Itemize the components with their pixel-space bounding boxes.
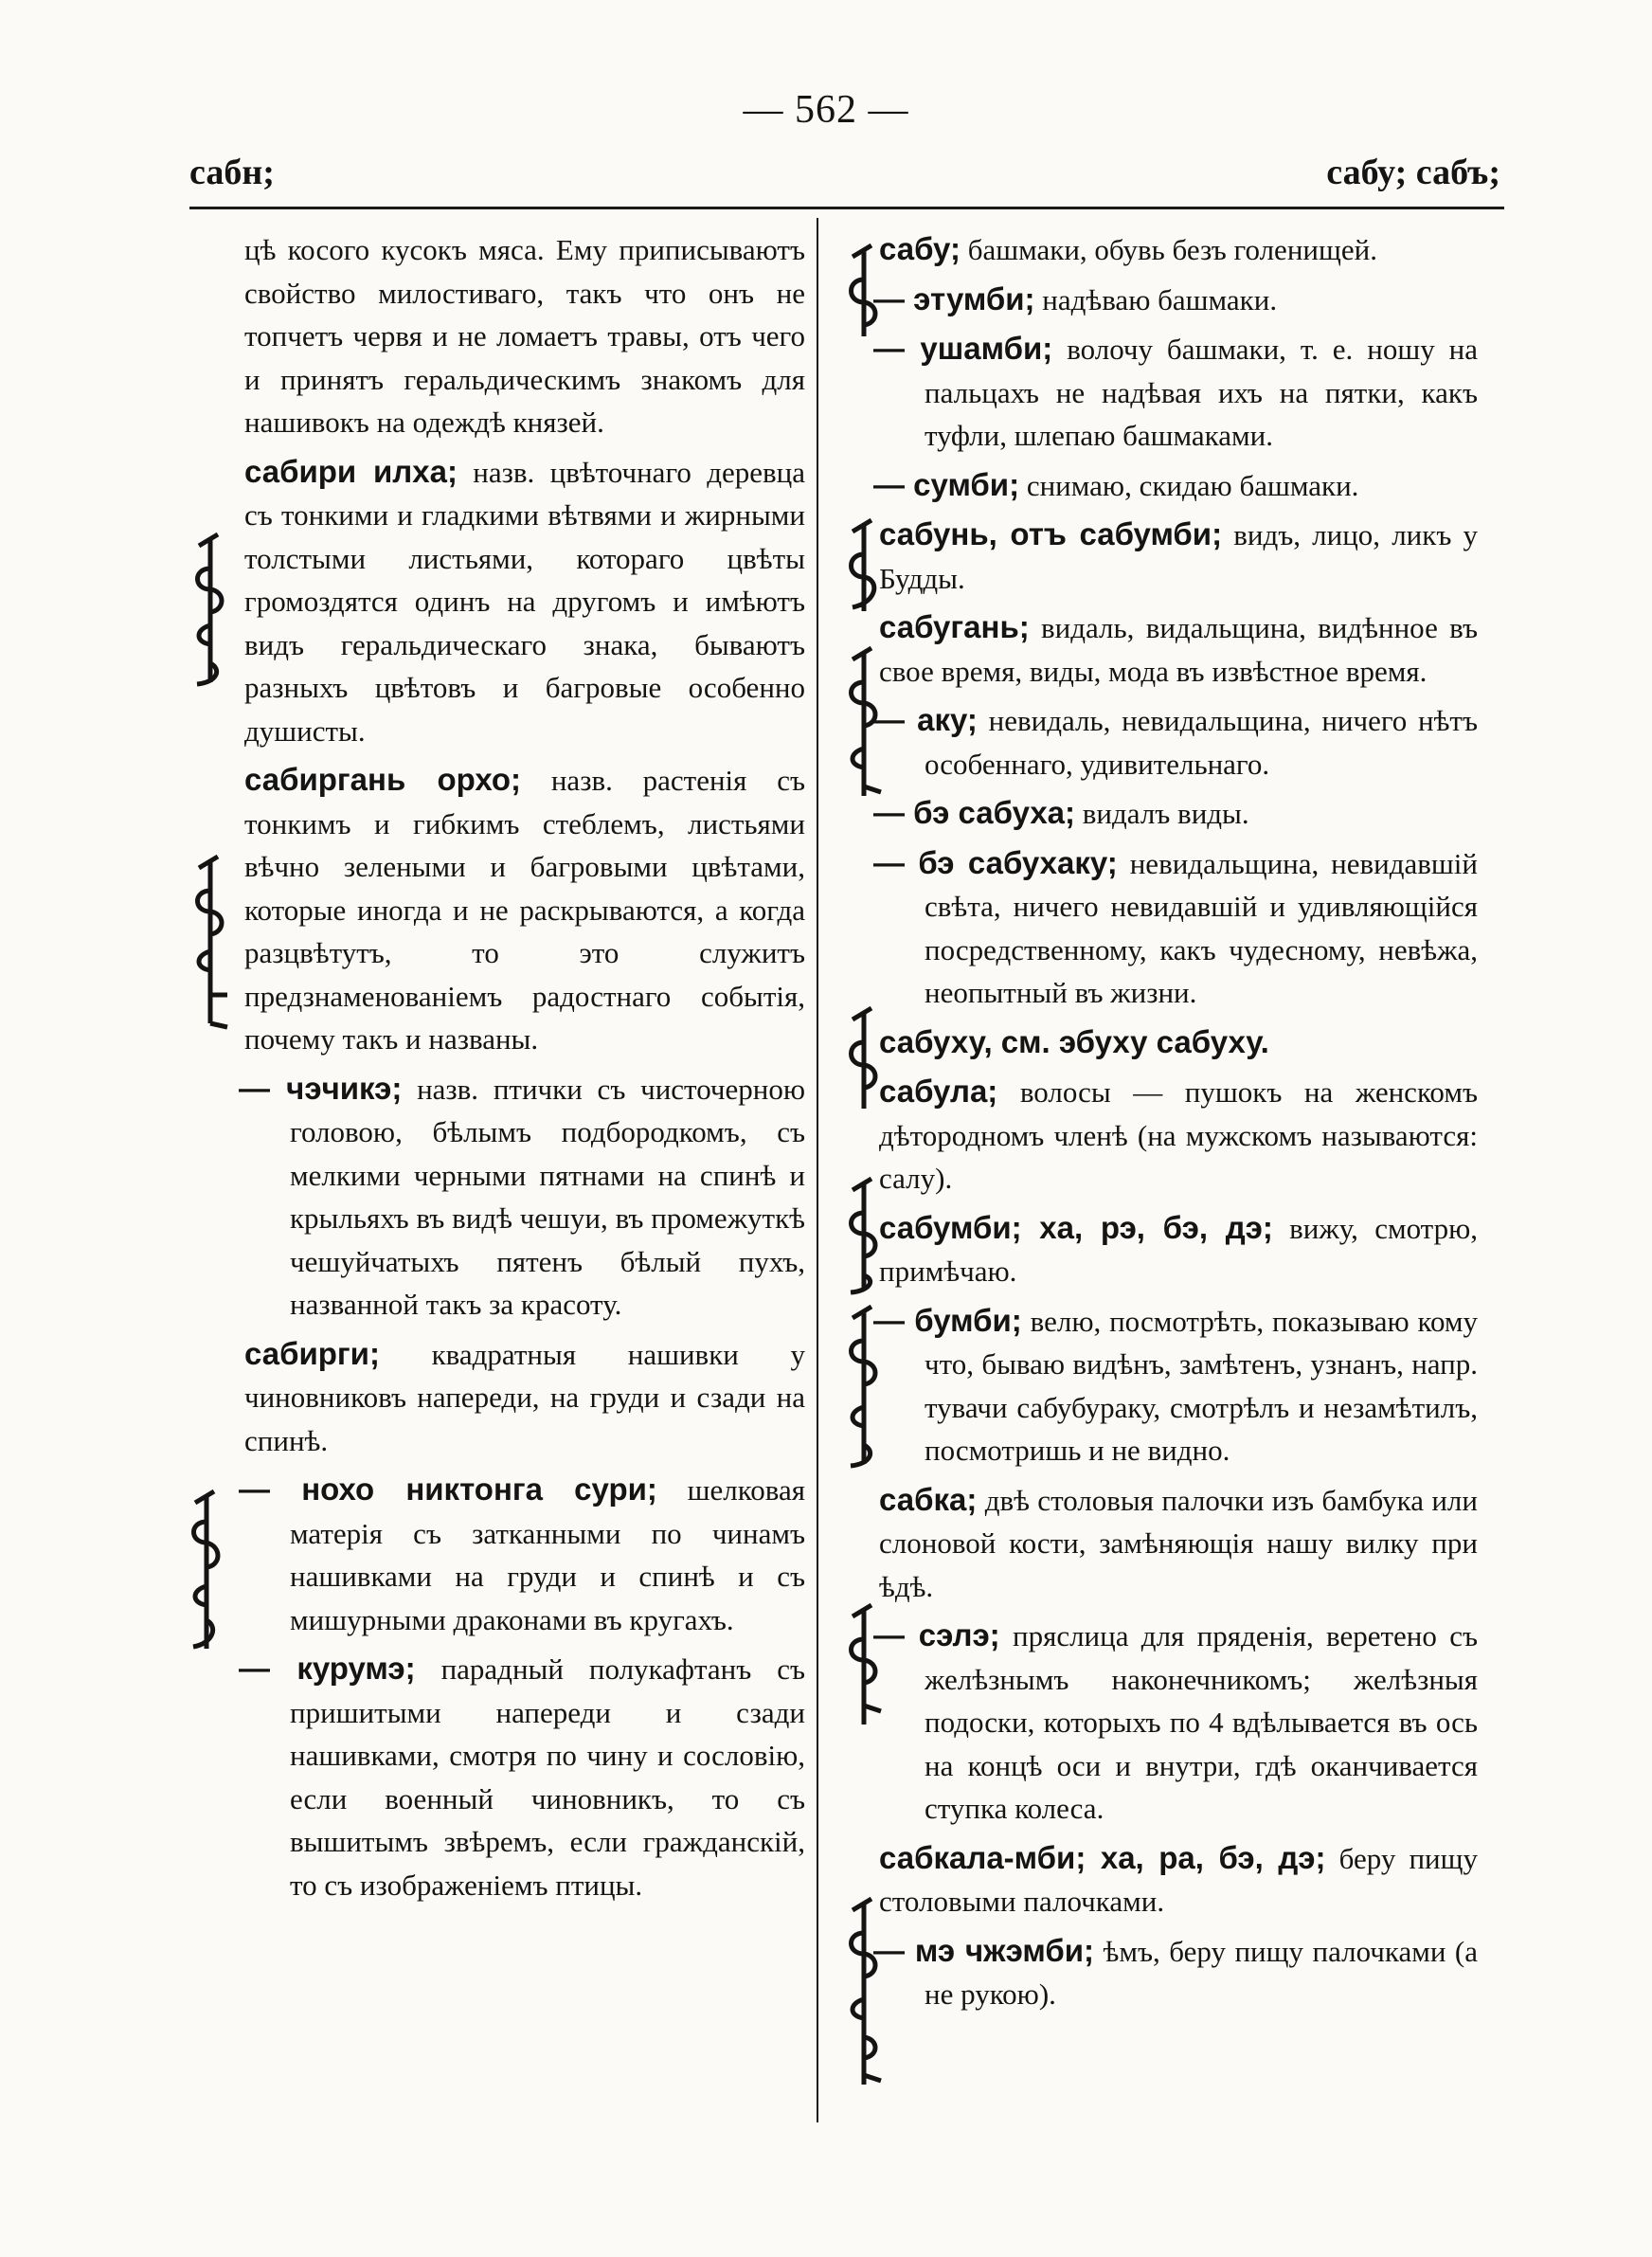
dictionary-subentry <box>834 1614 1478 1831</box>
entry-headword: — бэ сабуха; <box>873 795 1076 830</box>
entry-definition: цѣ косого кусокъ мяса. Ему приписываютъ свойство милостиваго, такъ что онъ не топчетъ червя и не ломаетъ травы, отъ чего и принятъ геральдическимъ знакомъ для нашивокъ на одеждѣ князей. <box>244 233 805 439</box>
entry-definition: надѣваю башмаки. <box>1042 282 1278 316</box>
running-head-left: сабн; <box>189 153 275 192</box>
entry-headword: сабунь, отъ сабумби; <box>879 516 1223 551</box>
entry-headword: — бумби; <box>873 1302 1022 1338</box>
dictionary-subentry <box>834 841 1478 1015</box>
entry-definition: двѣ столовыя палочки изъ бамбука или слоновой кости, замѣняющія нашу вилку при ѣдѣ. <box>879 1483 1478 1603</box>
entry-headword: — бэ сабухаку; <box>873 844 1118 880</box>
dictionary-entry <box>199 758 805 1061</box>
dictionary-entry <box>834 513 1478 600</box>
dictionary-subentry <box>834 327 1478 458</box>
entry-definition: шелковая матерія съ затканными по чинамъ нашивками на груди и спинѣ и съ мишурными драконами въ кругахъ. <box>290 1473 805 1636</box>
entry-headword: сабу; <box>879 231 961 266</box>
entry-definition: волосы — пушокъ на женскомъ дѣтородномъ членѣ (на мужскомъ называются: салу). <box>879 1075 1478 1195</box>
entry-definition: снимаю, скидаю башмаки. <box>1026 468 1359 502</box>
entry-headword: сабула; <box>879 1074 998 1109</box>
entry-definition: видаль, видальщина, видѣнное въ свое время, виды, мода въ извѣстное время. <box>879 611 1479 688</box>
dictionary-entry <box>834 1836 1478 1923</box>
entry-headword: — курумэ; <box>239 1651 416 1686</box>
dictionary-entry <box>834 605 1478 693</box>
dictionary-entry <box>834 227 1478 272</box>
dictionary-subentry <box>834 463 1478 508</box>
dictionary-entry <box>834 1478 1478 1609</box>
entry-definition: ѣмъ, беру пищу палочками (а не рукою). <box>925 1934 1479 2011</box>
entry-headword: сабирги; <box>244 1335 380 1371</box>
entry-definition: назв. растенія съ тонкимъ и гибкимъ стеблемъ, листьями вѣчно зелеными и багровыми цвѣтами, которые иногда и не раскрываются, а когда разцвѣтутъ, то это служитъ предзнаменованіемъ радостнаго событія, почему такъ и названы. <box>244 764 806 1056</box>
dictionary-subentry <box>834 1299 1478 1472</box>
entry-headword: — мэ чжэмби; <box>873 1932 1095 1968</box>
dictionary-subentry <box>199 1647 805 1906</box>
entry-definition: волочу башмаки, т. е. ношу на пальцахъ не надѣвая ихъ на пятки, какъ туфли, шлепаю башмаками. <box>925 333 1479 452</box>
entry-headword: — чэчикэ; <box>239 1070 403 1106</box>
page-number: — 562 — <box>743 88 909 132</box>
entry-headword: — нохо никтонга сури; <box>239 1472 657 1507</box>
dictionary-entry <box>834 1020 1478 1065</box>
entry-definition: квадратныя нашивки у чиновниковъ напереди, на груди и сзади на спинѣ. <box>244 1337 805 1457</box>
entry-definition: назв. птички съ чисточерною головою, бѣлымъ подбородкомъ, съ мелкими черными пятнами на спинѣ и крыльяхъ въ видѣ чешуи, въ промежуткѣ чешуйчатыхъ пятенъ бѣлый пухъ, названной такъ за красоту. <box>290 1072 805 1321</box>
header-rule <box>189 207 1504 209</box>
left-column <box>199 227 805 1912</box>
dictionary-subentry <box>834 791 1478 836</box>
entry-headword: сабкала-мби; ха, ра, бэ, дэ; <box>879 1839 1326 1875</box>
entry-definition: башмаки, обувь безъ голенищей. <box>967 233 1377 266</box>
entry-definition: невидаль, невидальщина, ничего нѣтъ особеннаго, удивительнаго. <box>925 704 1479 781</box>
dictionary-entry <box>199 1332 805 1463</box>
entry-headword: — ушамби; <box>873 331 1053 366</box>
entry-headword: — аку; <box>873 702 978 737</box>
entry-definition: парадный полукафтанъ съ пришитыми напереди и сзади нашивками, смотря по чину и сословію, если военный чиновникъ, то съ вышитымъ звѣремъ, если гражданскій, то съ изображеніемъ птицы. <box>290 1652 806 1902</box>
entry-definition: беру пищу столовыми палочками. <box>879 1841 1479 1918</box>
entry-headword: сабугань; <box>879 609 1030 644</box>
entry-headword: сабиргань орхо; <box>244 762 522 797</box>
entry-definition: видъ, лицо, ликъ у Будды. <box>879 518 1478 595</box>
entry-headword: сабуху, см. эбуху сабуху. <box>879 1023 1269 1059</box>
dictionary-subentry <box>834 278 1478 322</box>
entry-definition: невидальщина, невидавшій свѣта, ничего невидавшій и удивляющійся посредственному, какъ чудесному, невѣжа, неопытный въ жизни. <box>925 846 1479 1009</box>
entry-headword: — сэлэ; <box>873 1617 1000 1652</box>
dictionary-entry <box>834 1206 1478 1293</box>
dictionary-subentry <box>199 1067 805 1327</box>
entry-definition: назв. цвѣточнаго дерeвца съ тонкими и гладкими вѣтвями и жирными толстыми листьями, котораго цвѣты громоздятся одинъ на другомъ и имѣютъ видъ геральдическаго знака, бываютъ разныхъ цвѣтовъ и багровые особенно душисты. <box>244 455 805 748</box>
dictionary-entry <box>834 1070 1478 1201</box>
entry-headword: сабка; <box>879 1481 978 1517</box>
dictionary-subentry <box>199 1468 805 1641</box>
dictionary-subentry <box>834 1929 1478 2016</box>
entry-headword: сабири илха; <box>244 453 458 489</box>
entry-definition: пряслица для пряденія, веретено съ желѣзнымъ наконечникомъ; желѣзныя подоски, которыхъ по 4 вдѣлывается въ ось на концѣ оси и внутри, гдѣ оканчивается ступка колеса. <box>925 1619 1478 1825</box>
entry-headword: сабумби; ха, рэ, бэ, дэ; <box>879 1209 1273 1245</box>
entry-headword: — сумби; <box>873 466 1020 502</box>
entry-definition: вижу, смотрю, примѣчаю. <box>879 1211 1479 1288</box>
column-divider <box>817 218 818 2122</box>
dictionary-subentry <box>834 698 1478 785</box>
entry-headword: — этумби; <box>873 280 1035 316</box>
right-column <box>834 227 1478 2022</box>
running-head-right: сабу; сабъ; <box>1326 153 1500 192</box>
dictionary-entry <box>199 227 805 444</box>
dictionary-entry <box>199 450 805 753</box>
entry-definition: велю, посмотрѣть, показываю кому что, бываю видѣнъ, замѣтенъ, узнанъ, напр. тувачи сабубураку, смотрѣлъ и незамѣтилъ, посмотришь и не видно. <box>925 1304 1479 1467</box>
entry-definition: видалъ виды. <box>1082 797 1249 830</box>
